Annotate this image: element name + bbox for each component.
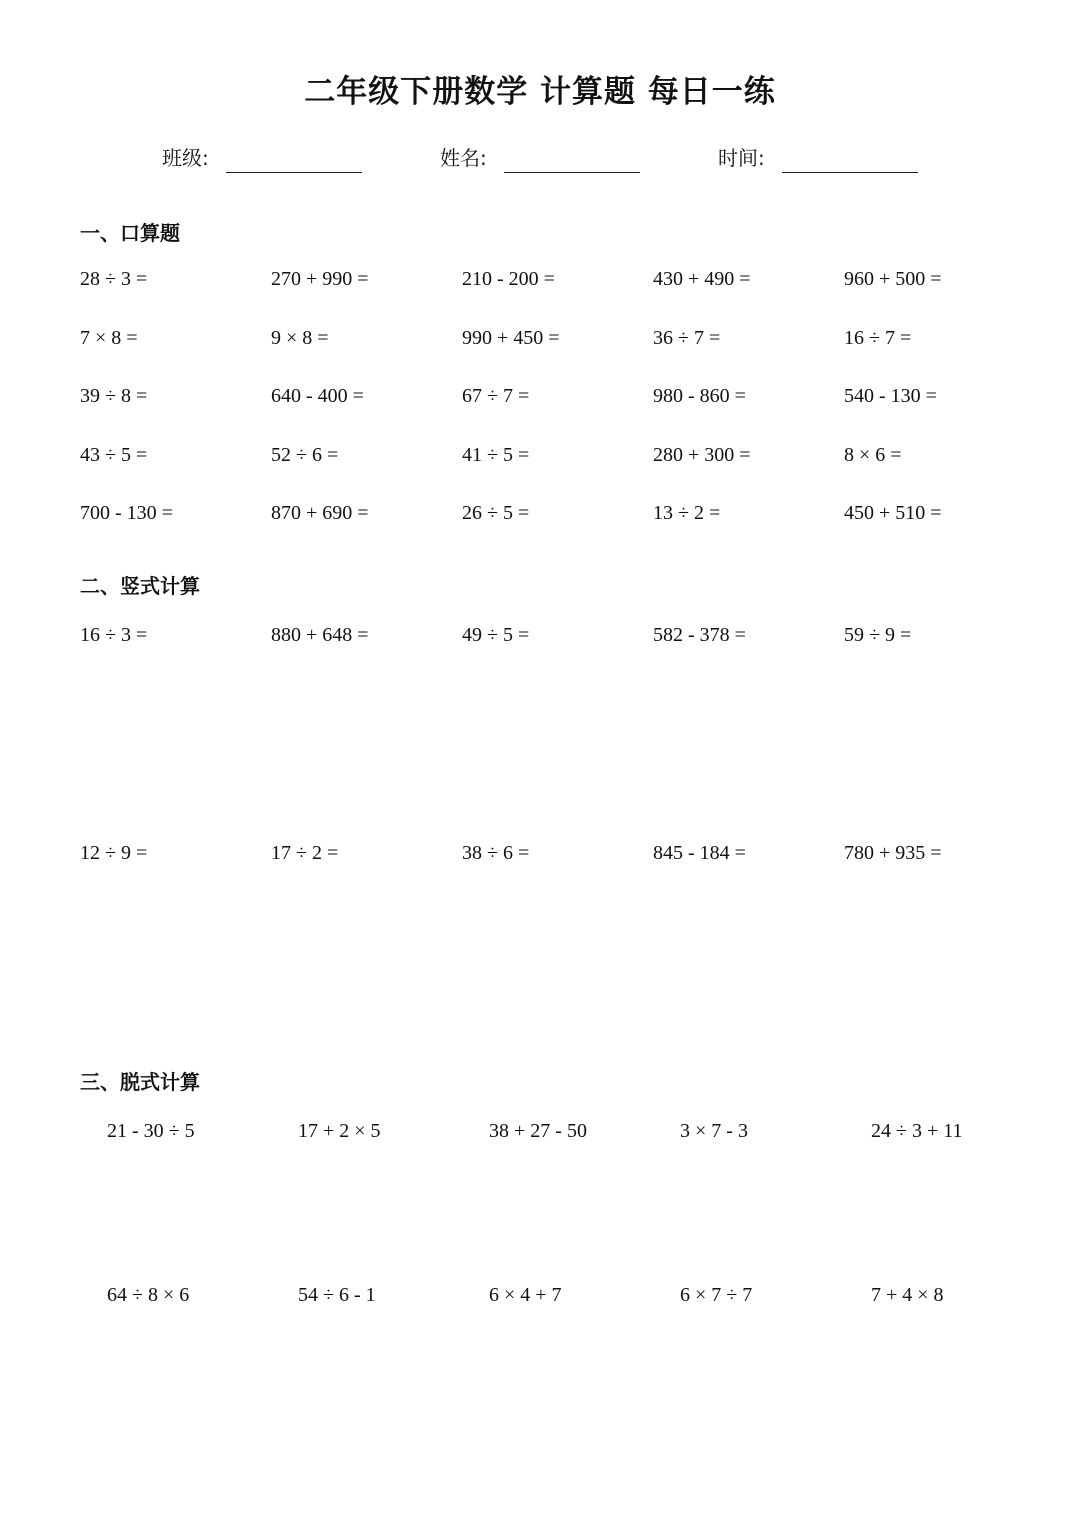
oral-problem: 13 ÷ 2 = — [653, 502, 721, 524]
oral-problem: 16 ÷ 7 = — [844, 327, 912, 349]
time-label: 时间: — [718, 146, 765, 170]
oral-problem: 43 ÷ 5 = — [80, 444, 148, 466]
stepwise-problem: 6 × 7 ÷ 7 — [680, 1284, 753, 1306]
oral-problem: 36 ÷ 7 = — [653, 327, 721, 349]
vertical-problem: 582 - 378 = — [653, 624, 746, 646]
stepwise-problem: 64 ÷ 8 × 6 — [107, 1284, 190, 1306]
oral-problem: 980 - 860 = — [653, 385, 746, 407]
oral-problem: 270 + 990 = — [271, 268, 369, 290]
stepwise-problem: 38 + 27 - 50 — [489, 1120, 587, 1142]
oral-problem: 52 ÷ 6 = — [271, 444, 339, 466]
vertical-problem: 880 + 648 = — [271, 624, 369, 646]
name-field — [440, 142, 640, 176]
oral-problem: 210 - 200 = — [462, 268, 555, 290]
vertical-problem: 16 ÷ 3 = — [80, 624, 148, 646]
time-blank-line[interactable] — [782, 172, 918, 173]
oral-problem: 450 + 510 = — [844, 502, 942, 524]
oral-problem: 870 + 690 = — [271, 502, 369, 524]
oral-problem: 41 ÷ 5 = — [462, 444, 530, 466]
stepwise-problem: 6 × 4 + 7 — [489, 1284, 562, 1306]
class-field — [162, 142, 362, 176]
oral-problem: 430 + 490 = — [653, 268, 751, 290]
stepwise-problem: 24 ÷ 3 + 11 — [871, 1120, 963, 1142]
oral-problem: 960 + 500 = — [844, 268, 942, 290]
oral-problem: 540 - 130 = — [844, 385, 937, 407]
page-title: 二年级下册数学 计算题 每日一练 — [304, 74, 776, 110]
section-stepwise-title: 三、脱式计算 — [80, 1070, 200, 1094]
oral-problem: 990 + 450 = — [462, 327, 560, 349]
stepwise-problem: 21 - 30 ÷ 5 — [107, 1120, 195, 1142]
vertical-problem: 59 ÷ 9 = — [844, 624, 912, 646]
oral-problem: 26 ÷ 5 = — [462, 502, 530, 524]
vertical-problem: 780 + 935 = — [844, 842, 942, 864]
oral-problem: 67 ÷ 7 = — [462, 385, 530, 407]
oral-problem: 7 × 8 = — [80, 327, 138, 349]
oral-problem: 700 - 130 = — [80, 502, 173, 524]
vertical-problem: 38 ÷ 6 = — [462, 842, 530, 864]
vertical-problem: 17 ÷ 2 = — [271, 842, 339, 864]
vertical-problem: 12 ÷ 9 = — [80, 842, 148, 864]
vertical-problem: 845 - 184 = — [653, 842, 746, 864]
name-label: 姓名: — [440, 146, 487, 170]
class-label: 班级: — [162, 146, 209, 170]
section-oral-title: 一、口算题 — [80, 221, 180, 245]
stepwise-problem: 7 + 4 × 8 — [871, 1284, 944, 1306]
class-blank-line[interactable] — [226, 172, 362, 173]
vertical-problem: 49 ÷ 5 = — [462, 624, 530, 646]
stepwise-problem: 17 + 2 × 5 — [298, 1120, 381, 1142]
oral-problem: 9 × 8 = — [271, 327, 329, 349]
oral-problem: 280 + 300 = — [653, 444, 751, 466]
time-field — [718, 142, 918, 176]
stepwise-problem: 54 ÷ 6 - 1 — [298, 1284, 376, 1306]
section-vertical-title: 二、竖式计算 — [80, 574, 200, 598]
stepwise-problem: 3 × 7 - 3 — [680, 1120, 748, 1142]
oral-problem: 8 × 6 = — [844, 444, 902, 466]
oral-problem: 28 ÷ 3 = — [80, 268, 148, 290]
oral-problem: 39 ÷ 8 = — [80, 385, 148, 407]
name-blank-line[interactable] — [504, 172, 640, 173]
oral-problem: 640 - 400 = — [271, 385, 364, 407]
